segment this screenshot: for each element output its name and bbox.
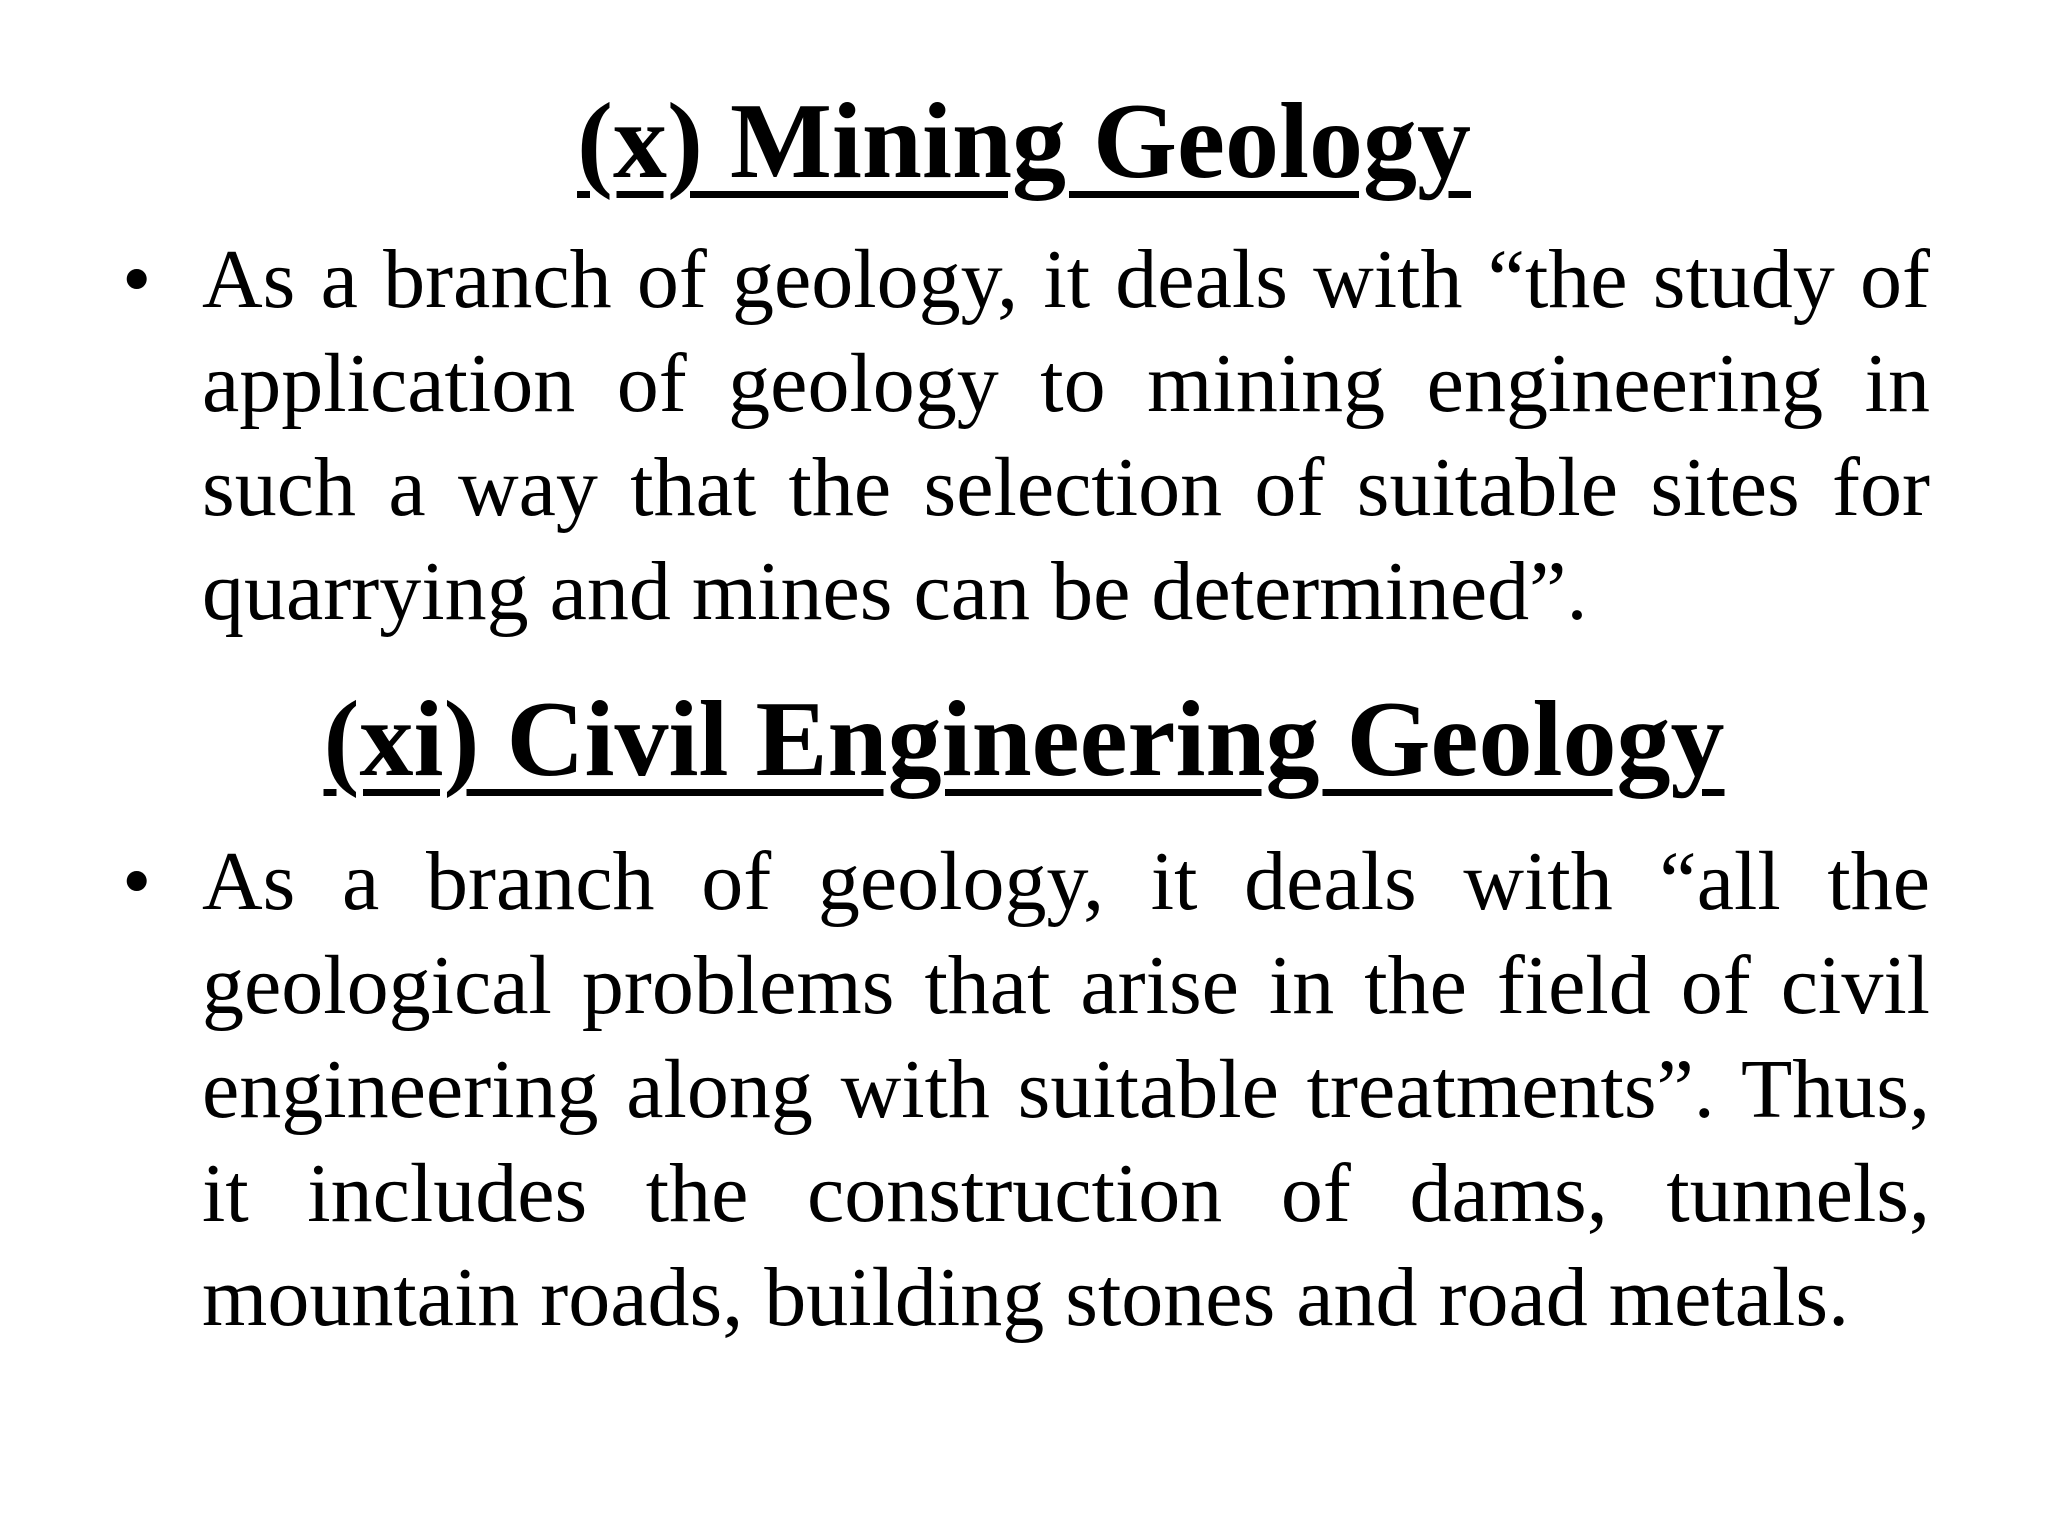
civil-engineering-geology-description: As a branch of geology, it deals with “all the geological problems that arise in the field of civil engineering along with suitable treatments”. Thus, it includes the construction of dams, tunnels, mountain roads, building stones and road metals. [202, 835, 1930, 1344]
section-heading-civil-engineering-geology: (xi) Civil Engineering Geology [323, 680, 1725, 799]
mining-geology-description: As a branch of geology, it deals with “the study of application of geology to mining engineering in such a way that the selection of suitable sites for quarrying and mines can be determined”. [202, 233, 1930, 638]
bullet-icon: • [122, 233, 152, 326]
section-heading-mining-geology: (x) Mining Geology [577, 82, 1471, 201]
bullet-icon: • [122, 835, 152, 928]
